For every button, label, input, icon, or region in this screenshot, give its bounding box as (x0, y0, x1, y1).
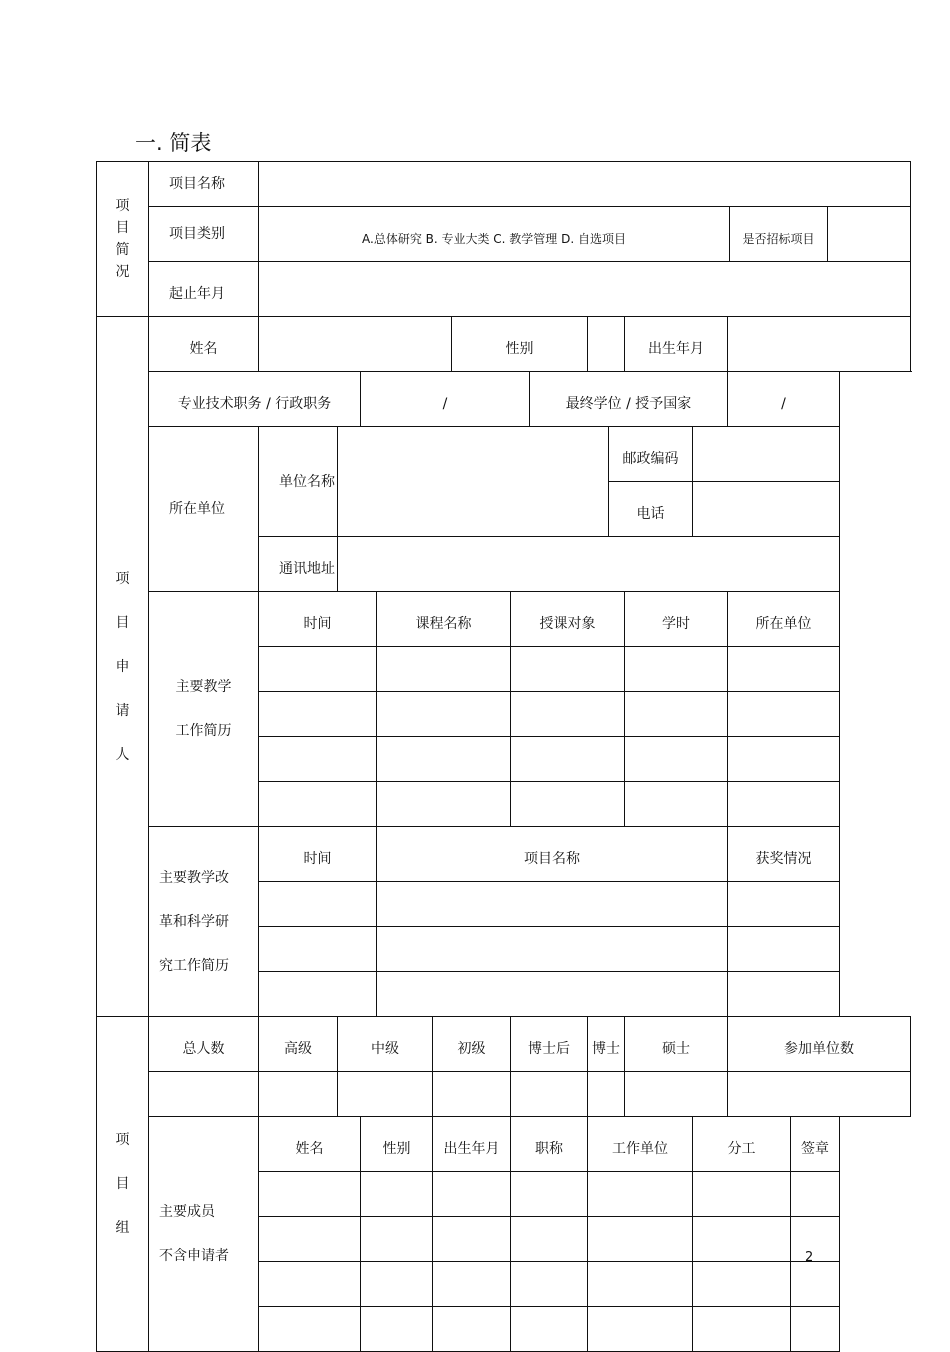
applicant-title-label: 专业技术职务 / 行政职务 (149, 372, 361, 427)
applicant-side-label (97, 317, 149, 1017)
team-count-header-postdoc: 博士后 (511, 1017, 588, 1072)
member-cell[interactable] (259, 1172, 361, 1217)
project-period-label: 起止年月 (149, 262, 259, 317)
member-header-title: 职称 (511, 1117, 588, 1172)
teaching-cell[interactable] (728, 647, 840, 692)
project-category-label: 项目类别 (149, 207, 259, 262)
section-heading: 一. 简表 (135, 131, 212, 155)
teaching-cell[interactable] (625, 737, 728, 782)
team-count-header-row (97, 1017, 911, 1072)
applicant-name-label: 姓名 (149, 317, 259, 372)
tender-label: 是否招标项目 (730, 207, 828, 262)
research-cell[interactable] (259, 927, 377, 972)
team-side-label (97, 1017, 149, 1352)
applicant-gender-label: 性别 (452, 317, 588, 372)
project-name-label: 项目名称 (149, 162, 259, 207)
postcode-field[interactable] (693, 427, 840, 482)
member-cell[interactable] (588, 1262, 693, 1307)
team-count-header-total: 总人数 (149, 1017, 259, 1072)
members-label-text: 主要成员 不含申请者 (159, 1204, 229, 1264)
team-count-header-junior: 初级 (433, 1017, 511, 1072)
page-number: 2 (805, 1250, 814, 1265)
teaching-cell[interactable] (259, 647, 377, 692)
applicant-unit-label: 所在单位 (149, 427, 259, 592)
member-cell[interactable] (259, 1262, 361, 1307)
member-header-row (97, 1117, 911, 1172)
tender-field[interactable] (828, 207, 911, 262)
teaching-cell[interactable] (728, 782, 840, 827)
project-period-field[interactable] (259, 262, 911, 317)
research-history-label (149, 827, 259, 1017)
member-cell[interactable] (433, 1172, 511, 1217)
project-period-row (97, 262, 911, 317)
teaching-cell[interactable] (377, 647, 511, 692)
member-cell[interactable] (791, 1217, 840, 1262)
member-cell[interactable] (433, 1217, 511, 1262)
research-cell[interactable] (259, 882, 377, 927)
phone-field[interactable] (693, 482, 840, 537)
teaching-cell[interactable] (511, 782, 625, 827)
applicant-title-field[interactable]: / (361, 372, 530, 427)
member-header-role: 分工 (693, 1117, 791, 1172)
applicant-degree-field[interactable]: / (728, 372, 840, 427)
research-cell[interactable] (728, 927, 840, 972)
address-label: 通讯地址 (259, 537, 338, 592)
teaching-header-audience: 授课对象 (511, 592, 625, 647)
project-category-options[interactable]: A.总体研究 B. 专业大类 C. 教学管理 D. 自选项目 (259, 207, 730, 262)
member-cell[interactable] (361, 1217, 433, 1262)
team-count-header-master: 硕士 (625, 1017, 728, 1072)
member-cell[interactable] (361, 1172, 433, 1217)
teaching-cell[interactable] (625, 692, 728, 737)
member-cell[interactable] (259, 1217, 361, 1262)
member-cell[interactable] (588, 1217, 693, 1262)
member-cell[interactable] (693, 1262, 791, 1307)
applicant-gender-field[interactable] (588, 317, 625, 372)
teaching-history-text: 主要教学 工作简历 (175, 679, 232, 739)
teaching-cell[interactable] (259, 737, 377, 782)
member-header-birth: 出生年月 (433, 1117, 511, 1172)
applicant-birth-field[interactable] (728, 317, 911, 372)
teaching-header-row (97, 592, 911, 647)
research-cell[interactable] (377, 927, 728, 972)
address-field[interactable] (338, 537, 840, 592)
applicant-title-row (97, 372, 911, 427)
teaching-cell[interactable] (259, 782, 377, 827)
teaching-cell[interactable] (377, 737, 511, 782)
teaching-header-unit: 所在单位 (728, 592, 840, 647)
team-count-cell[interactable] (433, 1072, 511, 1117)
member-header-gender: 性别 (361, 1117, 433, 1172)
research-cell[interactable] (377, 882, 728, 927)
applicant-name-field[interactable] (259, 317, 452, 372)
team-count-cell[interactable] (259, 1072, 338, 1117)
research-header-row (97, 827, 911, 882)
teaching-header-course: 课程名称 (377, 592, 511, 647)
team-side-text: 项目组 (115, 1132, 130, 1236)
member-cell[interactable] (588, 1172, 693, 1217)
member-cell[interactable] (511, 1172, 588, 1217)
teaching-cell[interactable] (377, 782, 511, 827)
research-cell[interactable] (259, 972, 377, 1017)
team-count-cell[interactable] (625, 1072, 728, 1117)
team-count-header-phd: 博士 (588, 1017, 625, 1072)
teaching-cell[interactable] (728, 737, 840, 782)
applicant-degree-label: 最终学位 / 授予国家 (530, 372, 728, 427)
member-cell[interactable] (433, 1262, 511, 1307)
summary-side-label (97, 162, 149, 317)
postcode-label: 邮政编码 (609, 427, 693, 482)
applicant-unit-row-1 (97, 427, 911, 482)
member-cell[interactable] (791, 1262, 840, 1307)
team-count-header-senior: 高级 (259, 1017, 338, 1072)
project-name-row (97, 162, 911, 207)
teaching-cell[interactable] (377, 692, 511, 737)
team-count-cell[interactable] (149, 1072, 259, 1117)
member-header-signature: 签章 (791, 1117, 840, 1172)
team-count-header-intermediate: 中级 (338, 1017, 433, 1072)
project-name-field[interactable] (259, 162, 911, 207)
research-header-project: 项目名称 (377, 827, 728, 882)
research-history-text: 主要教学改 革和科学研 究工作简历 (159, 869, 229, 974)
member-cell[interactable] (361, 1262, 433, 1307)
phone-label: 电话 (609, 482, 693, 537)
unit-name-field[interactable] (338, 427, 609, 537)
team-count-cell[interactable] (511, 1072, 588, 1117)
teaching-cell[interactable] (511, 737, 625, 782)
member-cell[interactable] (511, 1262, 588, 1307)
teaching-cell[interactable] (625, 647, 728, 692)
research-cell[interactable] (377, 972, 728, 1017)
member-header-name: 姓名 (259, 1117, 361, 1172)
research-header-time: 时间 (259, 827, 377, 882)
team-count-cell[interactable] (728, 1072, 911, 1117)
unit-name-label: 单位名称 (259, 427, 338, 537)
team-count-header-units: 参加单位数 (728, 1017, 911, 1072)
member-cell[interactable] (693, 1172, 791, 1217)
research-header-awards: 获奖情况 (728, 827, 840, 882)
team-count-cell[interactable] (588, 1072, 625, 1117)
members-label (149, 1117, 259, 1352)
project-category-row (97, 207, 911, 262)
teaching-header-time: 时间 (259, 592, 377, 647)
applicant-birth-label: 出生年月 (625, 317, 728, 372)
member-header-unit: 工作单位 (588, 1117, 693, 1172)
member-cell[interactable] (511, 1217, 588, 1262)
research-cell[interactable] (728, 972, 840, 1017)
applicant-side-text: 项目申请人 (115, 570, 130, 763)
application-form-table (96, 161, 911, 1352)
teaching-cell[interactable] (625, 782, 728, 827)
teaching-cell[interactable] (511, 647, 625, 692)
team-count-row (97, 1072, 911, 1117)
summary-side-text: 项目简况 (115, 198, 130, 280)
member-cell[interactable] (693, 1217, 791, 1262)
research-cell[interactable] (728, 882, 840, 927)
teaching-header-hours: 学时 (625, 592, 728, 647)
member-cell[interactable] (791, 1172, 840, 1217)
applicant-basic-row (97, 317, 911, 372)
team-count-cell[interactable] (338, 1072, 433, 1117)
teaching-cell[interactable] (728, 692, 840, 737)
teaching-cell[interactable] (511, 692, 625, 737)
teaching-history-label (149, 592, 259, 827)
teaching-cell[interactable] (259, 692, 377, 737)
